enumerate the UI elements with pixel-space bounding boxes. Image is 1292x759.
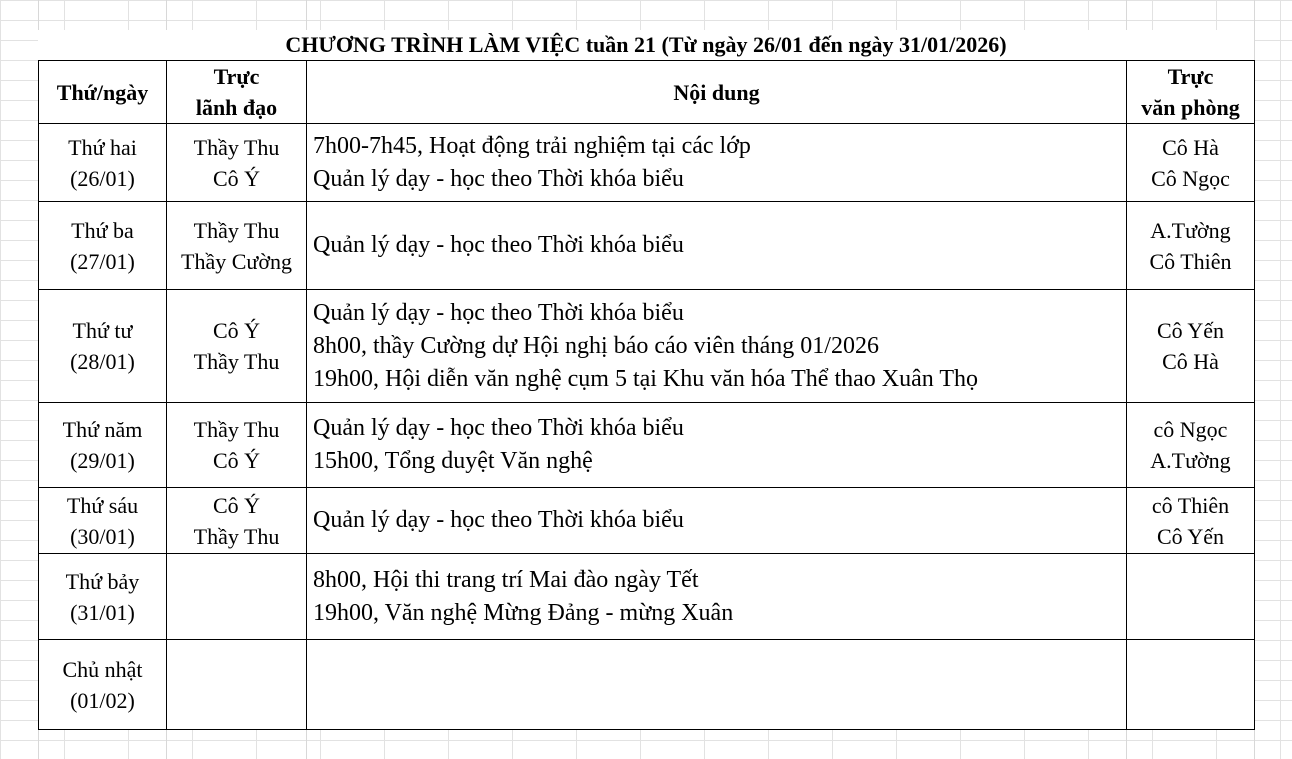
- content-cell: [307, 640, 1127, 730]
- day-cell: Thứ tư (28/01): [39, 290, 167, 403]
- leader-cell: Thầy Thu Cô Ý: [167, 124, 307, 202]
- header-content: Nội dung: [307, 61, 1127, 124]
- day-cell: Thứ sáu (30/01): [39, 488, 167, 554]
- day-cell: Thứ ba (27/01): [39, 202, 167, 290]
- leader-cell: Cô Ý Thầy Thu: [167, 290, 307, 403]
- office-cell: A.Tường Cô Thiên: [1127, 202, 1255, 290]
- day-cell: Thứ hai (26/01): [39, 124, 167, 202]
- content-cell: Quản lý dạy - học theo Thời khóa biểu 15h00, Tổng duyệt Văn nghệ: [307, 403, 1127, 488]
- header-office: Trực văn phòng: [1127, 61, 1255, 124]
- office-cell: Cô Hà Cô Ngọc: [1127, 124, 1255, 202]
- table-row: [39, 554, 1255, 640]
- content-cell: 7h00-7h45, Hoạt động trải nghiệm tại các lớp Quản lý dạy - học theo Thời khóa biểu: [307, 124, 1127, 202]
- day-cell: Chủ nhật (01/02): [39, 640, 167, 730]
- leader-cell: Thầy Thu Thầy Cường: [167, 202, 307, 290]
- office-cell: cô Ngọc A.Tường: [1127, 403, 1255, 488]
- table-row: [39, 488, 1255, 554]
- schedule-title: CHƯƠNG TRÌNH LÀM VIỆC tuần 21 (Từ ngày 26/01 đến ngày 31/01/2026): [38, 30, 1254, 60]
- day-cell: Thứ bảy (31/01): [39, 554, 167, 640]
- header-leader: Trực lãnh đạo: [167, 61, 307, 124]
- office-cell: cô Thiên Cô Yến: [1127, 488, 1255, 554]
- content-cell: Quản lý dạy - học theo Thời khóa biểu 8h00, thầy Cường dự Hội nghị báo cáo viên tháng 01/2026 19h00, Hội diễn văn nghệ cụm 5 tại Khu văn hóa Thể thao Xuân Thọ: [307, 290, 1127, 403]
- content-cell: 8h00, Hội thi trang trí Mai đào ngày Tết 19h00, Văn nghệ Mừng Đảng - mừng Xuân: [307, 554, 1127, 640]
- office-cell: [1127, 640, 1255, 730]
- table-row: [39, 290, 1255, 403]
- header-row: [39, 61, 1255, 124]
- table-row: [39, 403, 1255, 488]
- day-cell: Thứ năm (29/01): [39, 403, 167, 488]
- content-cell: Quản lý dạy - học theo Thời khóa biểu: [307, 488, 1127, 554]
- leader-cell: Cô Ý Thầy Thu: [167, 488, 307, 554]
- content-cell: Quản lý dạy - học theo Thời khóa biểu: [307, 202, 1127, 290]
- table-row: [39, 640, 1255, 730]
- office-cell: [1127, 554, 1255, 640]
- leader-cell: [167, 554, 307, 640]
- leader-cell: Thầy Thu Cô Ý: [167, 403, 307, 488]
- office-cell: Cô Yến Cô Hà: [1127, 290, 1255, 403]
- table-row: [39, 202, 1255, 290]
- leader-cell: [167, 640, 307, 730]
- table-row: [39, 124, 1255, 202]
- schedule-table: [38, 60, 1255, 730]
- header-day: Thứ/ngày: [39, 61, 167, 124]
